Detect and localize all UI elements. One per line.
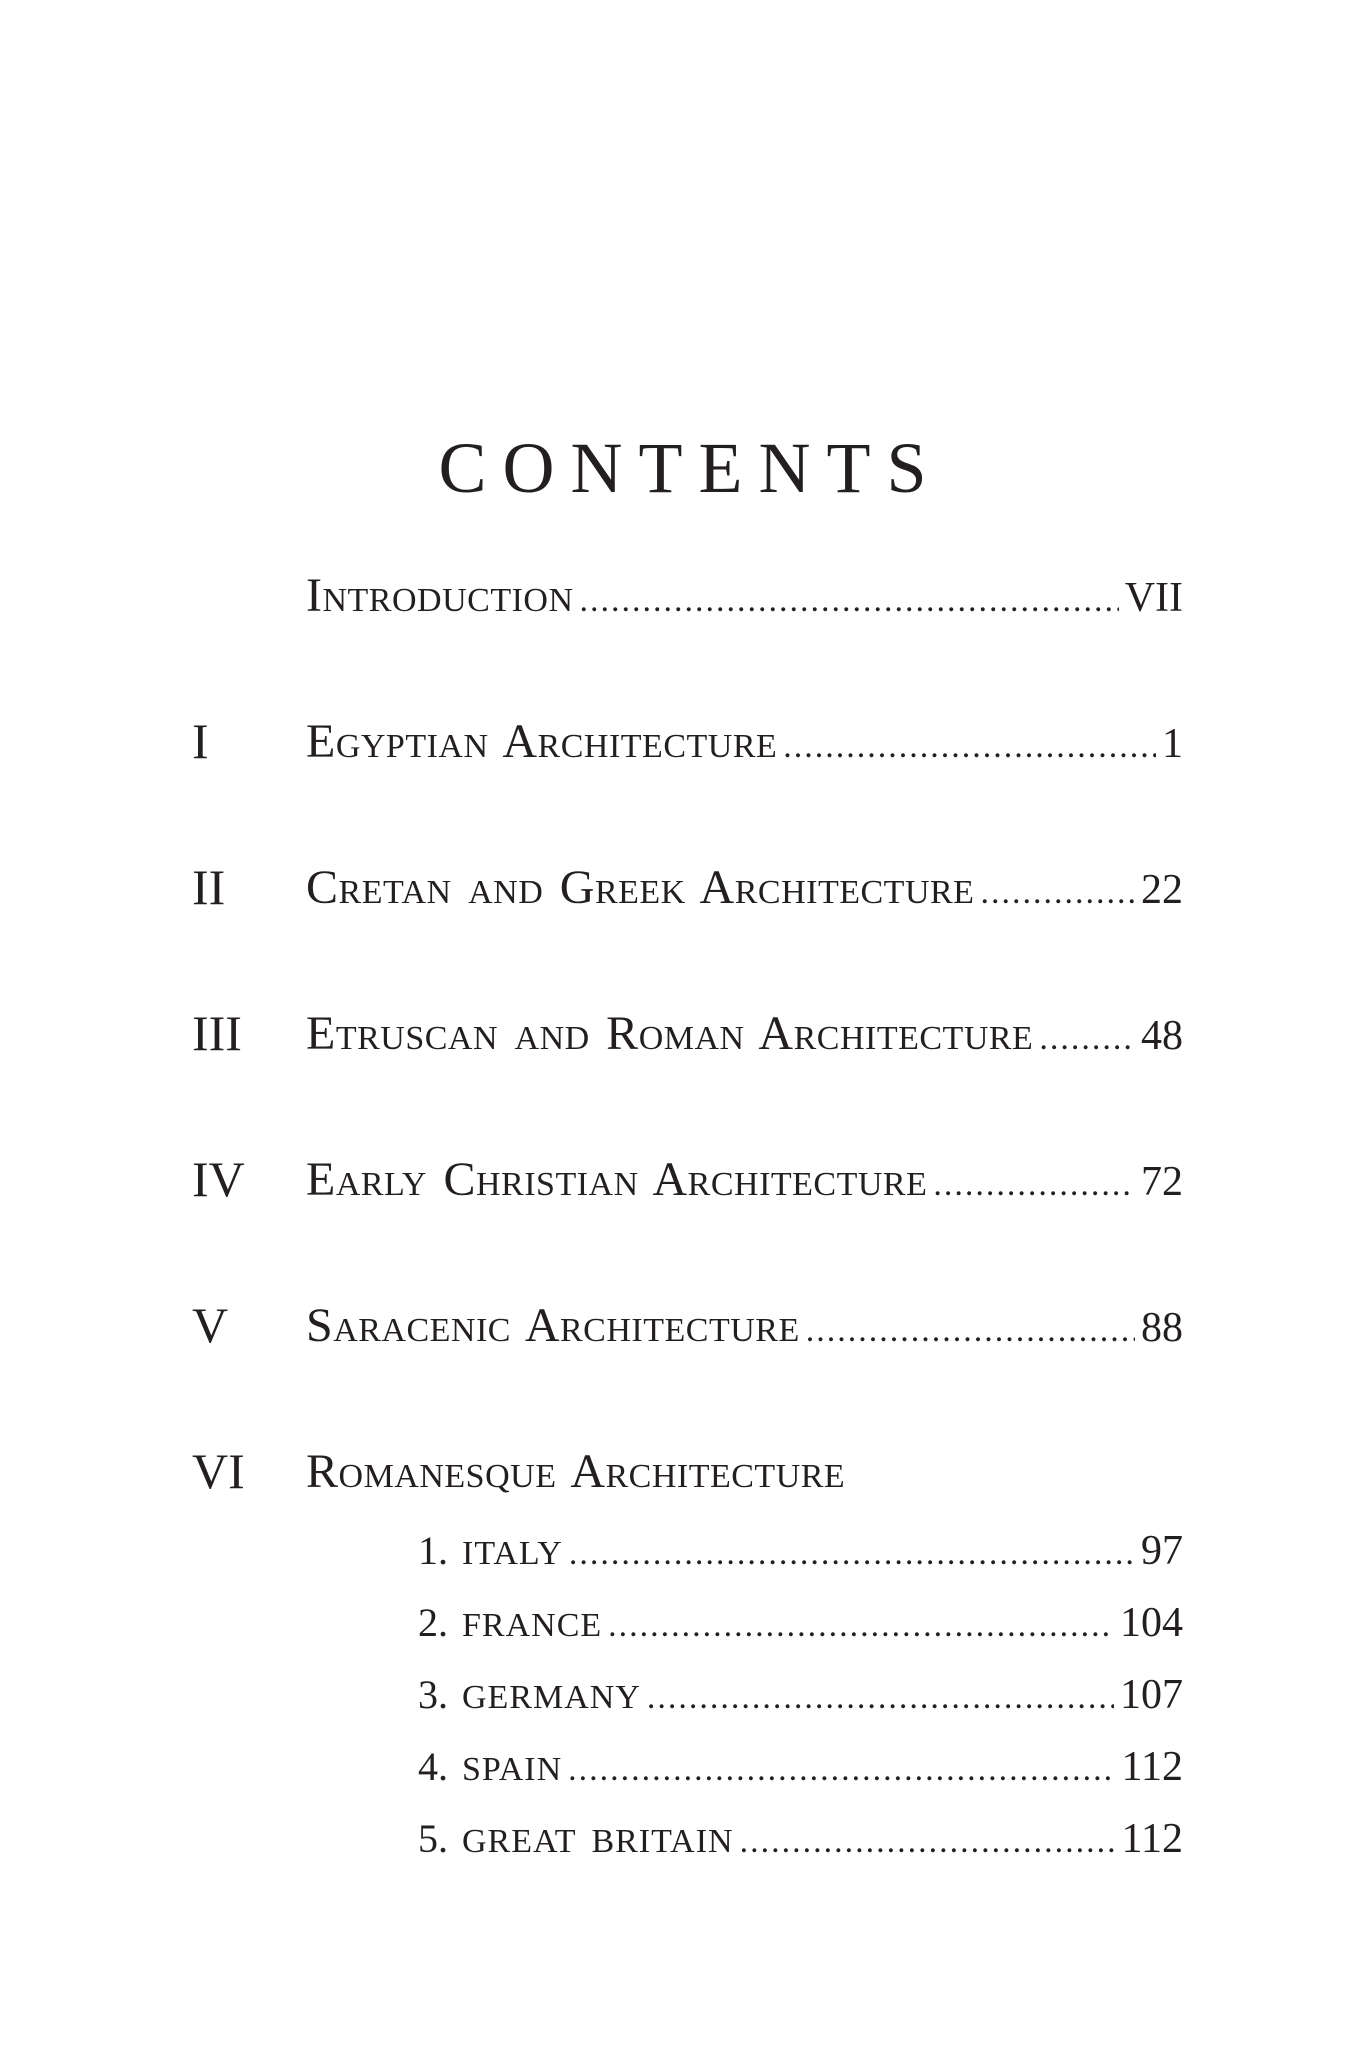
dot-leader [647, 1681, 1114, 1715]
toc-numeral: V [192, 1297, 229, 1353]
toc-label: Etruscan and Roman Architecture [306, 1007, 1034, 1060]
toc-entry-egyptian[interactable] [0, 706, 1365, 776]
toc-entry-early-christian[interactable] [0, 1144, 1365, 1214]
toc-page-number: 88 [1141, 1305, 1183, 1351]
toc-subentry-label: SPAIN [462, 1751, 563, 1788]
dot-leader [1039, 1022, 1135, 1056]
toc-entry-line [306, 1445, 1183, 1498]
dot-leader [580, 584, 1119, 618]
dot-leader [933, 1168, 1135, 1202]
page-title: CONTENTS [438, 428, 943, 508]
toc-page-number: 112 [1121, 1816, 1183, 1862]
toc-entry-line [306, 1299, 1183, 1352]
toc-subentry-number: 3. [418, 1672, 448, 1717]
toc-page-number: 22 [1141, 867, 1183, 913]
toc-numeral: III [192, 1005, 242, 1061]
toc-page-number: 97 [1141, 1528, 1183, 1574]
toc-page-number: 104 [1120, 1600, 1183, 1646]
toc-page-number: 72 [1141, 1159, 1183, 1205]
toc-subentry-italy[interactable] [0, 1512, 1365, 1582]
toc-entry-line [306, 1007, 1183, 1060]
dot-leader [568, 1753, 1115, 1787]
toc-subentry-number: 4. [418, 1744, 448, 1789]
dot-leader [783, 730, 1156, 764]
toc-subentry-france[interactable] [0, 1584, 1365, 1654]
toc-entry-line [306, 569, 1183, 622]
toc-label: Introduction [306, 569, 574, 622]
toc-numeral: IV [192, 1151, 245, 1207]
toc-subentry-label: GREAT BRITAIN [462, 1823, 734, 1860]
dot-leader [569, 1537, 1135, 1571]
toc-entry-introduction[interactable] [0, 560, 1365, 630]
dot-leader [608, 1609, 1114, 1643]
toc-subentry-line [418, 1602, 1183, 1644]
toc-subentry-number: 5. [418, 1816, 448, 1861]
toc-subentry-label: GERMANY [462, 1679, 641, 1716]
dot-leader [806, 1314, 1135, 1348]
toc-subentry-label: FRANCE [462, 1607, 603, 1644]
toc-numeral: II [192, 859, 226, 915]
toc-entry-line [306, 861, 1183, 914]
toc-label: Saracenic Architecture [306, 1299, 800, 1352]
toc-entry-line [306, 1153, 1183, 1206]
toc-subentry-germany[interactable] [0, 1656, 1365, 1726]
toc-subentry-line [418, 1674, 1183, 1716]
toc-entry-saracenic[interactable] [0, 1290, 1365, 1360]
toc-page-number: 1 [1162, 721, 1183, 767]
toc-entry-line [306, 715, 1183, 768]
toc-page-number: 48 [1141, 1013, 1183, 1059]
toc-entry-cretan-greek[interactable] [0, 852, 1365, 922]
toc-label: Early Christian Architecture [306, 1153, 928, 1206]
dot-leader [980, 876, 1135, 910]
toc-entry-etruscan-roman[interactable] [0, 998, 1365, 1068]
toc-subentry-number: 2. [418, 1600, 448, 1645]
toc-subentry-line [418, 1530, 1183, 1572]
toc-label: Egyptian Architecture [306, 715, 778, 768]
toc-numeral: VI [192, 1443, 245, 1499]
dot-leader [740, 1825, 1116, 1859]
toc-page-number: 107 [1120, 1672, 1183, 1718]
toc-page-number: VII [1124, 575, 1183, 621]
toc-subentry-line [418, 1746, 1183, 1788]
toc-page-number: 112 [1121, 1744, 1183, 1790]
toc-subentry-great-britain[interactable] [0, 1800, 1365, 1870]
toc-subentry-label: ITALY [462, 1535, 563, 1572]
toc-subentry-line [418, 1818, 1183, 1860]
toc-label: Romanesque Architecture [306, 1445, 846, 1498]
toc-entry-romanesque[interactable] [0, 1436, 1365, 1506]
toc-subentry-number: 1. [418, 1528, 448, 1573]
toc-subentry-spain[interactable] [0, 1728, 1365, 1798]
toc-label: Cretan and Greek Architecture [306, 861, 975, 914]
toc-numeral: I [192, 713, 209, 769]
